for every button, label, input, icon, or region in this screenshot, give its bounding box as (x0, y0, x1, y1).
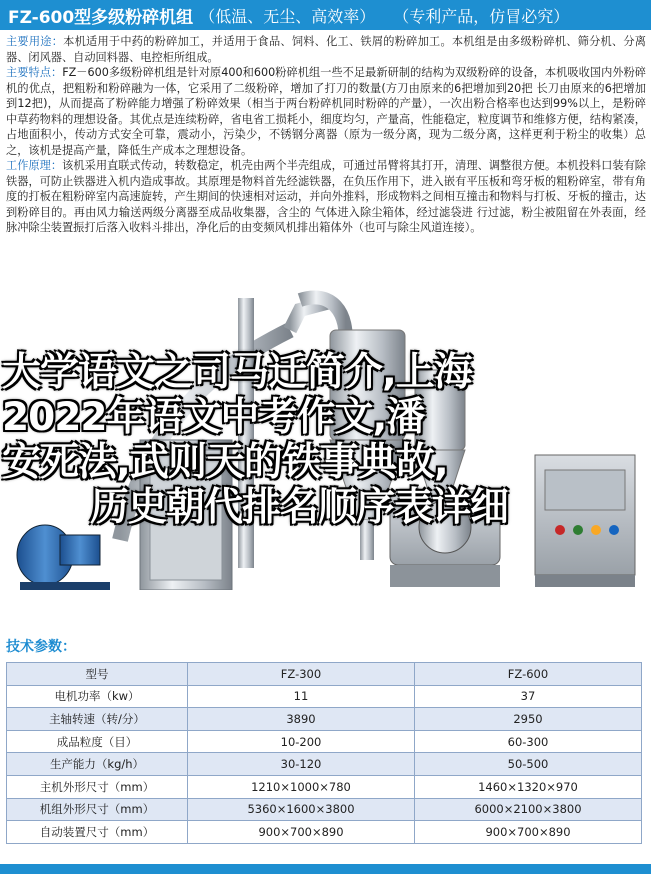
row-label: 自动装置尺寸（mm） (7, 821, 188, 844)
cell-fz600: 900×700×890 (415, 821, 642, 844)
cell-fz600: 1460×1320×970 (415, 775, 642, 798)
table-row (7, 775, 642, 798)
cell-fz300: 1210×1000×780 (188, 775, 415, 798)
headline-line-3: 安死法,武则天的铁事典故, (2, 440, 448, 485)
feature-label: 主要特点： (6, 66, 63, 79)
cell-fz600: 60-300 (415, 730, 642, 753)
cell-fz600: 50-500 (415, 753, 642, 776)
header-fz600: FZ-600 (415, 663, 642, 686)
row-label: 生产能力（kg/h） (7, 753, 188, 776)
header-band (0, 0, 651, 30)
cell-fz300: 11 (188, 685, 415, 708)
header-fz300: FZ-300 (188, 663, 415, 686)
machine-photo (0, 290, 651, 620)
cell-fz600: 37 (415, 685, 642, 708)
row-label: 电机功率（kw） (7, 685, 188, 708)
usage-text: 本机适用于中药的粉碎加工，并适用于食品、饲料、化工、铁屑的粉碎加工。本机组是由多级粉碎机、筛分机、分离器、闭风器、自动回料器、电控柜所组成。 (6, 35, 646, 64)
tech-params-title: 技术参数： (6, 639, 76, 655)
table-row (7, 821, 642, 844)
cell-fz300: 900×700×890 (188, 821, 415, 844)
usage-label: 主要用途： (6, 35, 64, 48)
header-model: 型号 (7, 663, 188, 686)
cell-fz600: 6000×2100×3800 (415, 798, 642, 821)
row-label: 主轴转速（转/分） (7, 708, 188, 731)
headline-line-4: 历史朝代排名顺序表详细 (90, 485, 509, 530)
cell-fz300: 30-120 (188, 753, 415, 776)
spec-table (6, 662, 642, 844)
cell-fz300: 10-200 (188, 730, 415, 753)
product-title: FZ-600型多级粉碎机组 (8, 7, 194, 28)
table-row (7, 798, 642, 821)
table-row (7, 753, 642, 776)
row-label: 成品粒度（目） (7, 730, 188, 753)
cell-fz600: 2950 (415, 708, 642, 731)
cell-fz300: 3890 (188, 708, 415, 731)
principle-label: 工作原理： (6, 159, 63, 172)
row-label: 机组外形尺寸（mm） (7, 798, 188, 821)
footer-band (0, 864, 651, 874)
table-row (7, 685, 642, 708)
table-row (7, 708, 642, 731)
feature-text: FZ－600多级粉碎机组是针对原400和600粉碎机组一些不足最新研制的结构为双级粉碎的设备，本机吸收国内外粉碎机的优点，把粗粉和粉碎融为一体，它采用了二级粉碎，增加了打刀的数量(方刀由原来的6把增加到20把 长刀由原来的6把增加到12把)，从而提高了粉碎能力增强了粉碎效果（相当于两台粉碎机同时粉碎的产量），一次出粉合格率也达到99%以上，是粉碎中草药物料的理想设备。其优点是连续粉碎，省电省工损耗小，细度均匀，产量高，性能稳定，粒度调节和维修方便，结构紧凑，占地面积小，传动方式安全可靠，震动小，污染少，不锈钢分离器（原为一级分离，现为二级分离，这样更利于粉尘的收集）总之，该机是提高产量，降低生产成本之理想设备。 (6, 66, 646, 157)
headline-line-2: 2022年语文中考作文,潘 (2, 395, 425, 440)
pulverizer-illustration (0, 290, 651, 620)
patent-tag: （专利产品，仿冒必究） (393, 6, 570, 26)
cell-fz300: 5360×1600×3800 (188, 798, 415, 821)
row-label: 主机外形尺寸（mm） (7, 775, 188, 798)
product-description (6, 34, 646, 236)
product-subtitle: （低温、无尘、高效率） (199, 6, 376, 26)
principle-text: 该机采用直联式传动，转数稳定，机壳由两个半壳组成，可通过吊臂将其打开，清理、调整很方便。本机投料口装有除铁器，可防止铁器进入机内造成事故。其原理是物料首先经滤铁器，在负压作用下，进入嵌有平压板和弯牙板的粗粉碎室，带有角度的打板在粗粉碎室内高速旋转，产生期间的快速相对运动，并向外推料，形成物料之间相互撞击和物料与打板、牙板的撞击，达到粉碎目的。再由风力输送两级分离器至成品收集器，含尘的 气体进入除尘箱体，经过滤袋进 行过滤，粉尘被阻留在外表面，经脉冲除尘装置振打后落入收料斗排出，净化后的由变频风机排出箱体外（也可与除尘风道连接）。 (6, 159, 646, 234)
headline-line-1: 大学语文之司马迁简介,上海 (2, 350, 472, 395)
table-header-row (7, 663, 642, 686)
table-row (7, 730, 642, 753)
